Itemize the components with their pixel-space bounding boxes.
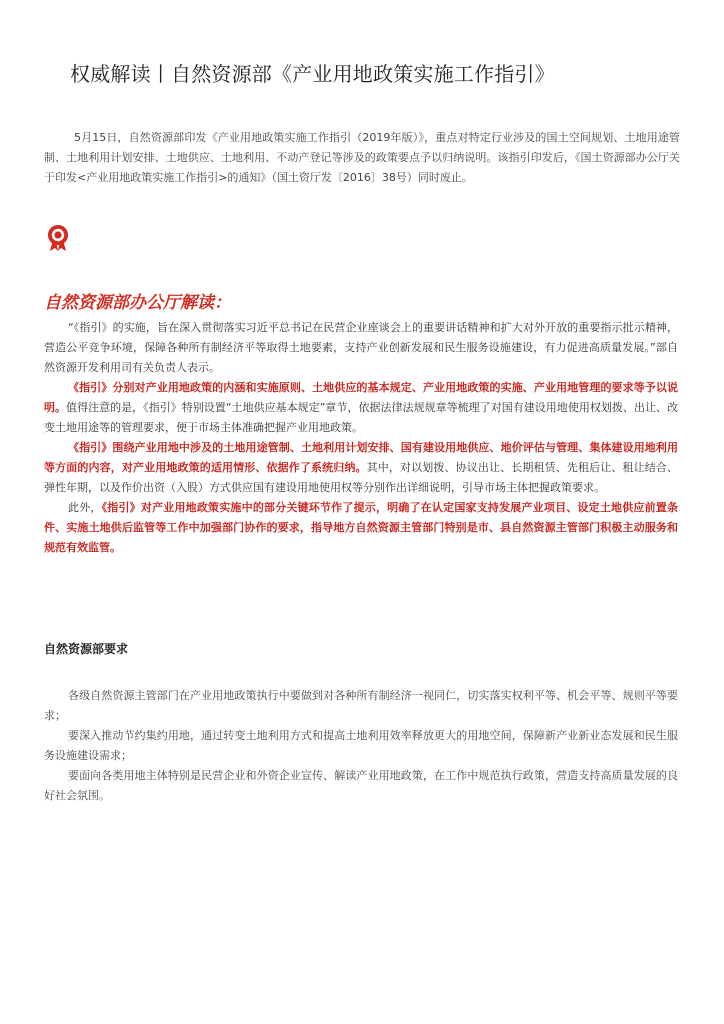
paragraph-4-highlight: 《指引》对产业用地政策实施中的部分关键环节作了提示，明确了在认定国家支持发展产业项目、设定土地供应前置条件、实施土地供后监管等工作中加强部门协作的要求，指导地方自然资源主管部门特别是市、县自然资源主管部门积极主动服务和规范有效监管。 <box>44 501 679 554</box>
paragraph-4-lead: 此外， <box>68 501 102 514</box>
article-title: 权威解读丨自然资源部《产业用地政策实施工作指引》 <box>70 62 555 86</box>
paragraph-2-text: 值得注意的是，《指引》特别设置“土地供应基本规定”章节，依据法律法规规章等梳理了对国有建设用地使用权划拨、出让、改变土地用途等的管理要求，便于市场主体准确把握产业用地政策。 <box>44 401 678 434</box>
rosette-badge-icon <box>44 224 72 252</box>
paragraph-1-text: “《指引》的实施，旨在深入贯彻落实习近平总书记在民营企业座谈会上的重要讲话精神和扩大对外开放的重要指示批示精神，营造公平竞争环境，保障各种所有制经济平等取得土地要素，支持产业创新发展和民生服务设施建设，有力促进高质量发展。”部自然资源开发利用司有关负责人表示。 <box>44 321 678 374</box>
interpretation-body <box>44 318 678 558</box>
requirement-1: 各级自然资源主管部门在产业用地政策执行中要做到对各种所有制经济一视同仁，切实落实权利平等、机会平等、规则平等要求； <box>44 689 678 722</box>
paragraph-2-highlight: 《指引》分别对产业用地政策的内涵和实施原则、土地供应的基本规定、产业用地政策的实施、产业用地管理的要求等予以说明。 <box>44 381 678 414</box>
requirements-heading: 自然资源部要求 <box>44 642 129 656</box>
paragraph-3-highlight: 《指引》围绕产业用地中涉及的土地用途管制、土地利用计划安排、国有建设用地供应、地价评估与管理、集体建设用地利用等方面的内容，对产业用地政策的适用情形、依据作了系统归纳。 <box>44 441 678 474</box>
requirements-body <box>44 686 678 806</box>
section-heading: 自然资源部办公厅解读： <box>44 293 231 313</box>
paragraph-3-text: 其中，对以划拨、协议出让、长期租赁、先租后让、租让结合、弹性年期，以及作价出资（入股）方式供应国有建设用地使用权等分别作出详细说明，引导市场主体把握政策要求。 <box>44 461 678 494</box>
paragraph-2 <box>44 378 678 438</box>
paragraph-1 <box>44 318 678 378</box>
intro-paragraph: 5月15日，自然资源部印发《产业用地政策实施工作指引（2019年版）》，重点对特定行业涉及的国土空间规划、土地用途管制、土地利用计划安排、土地供应、土地利用、不动产登记等涉及的政策要点予以归纳说明。该指引印发后，《国土资源部办公厅关于印发<产业用地政策实施工作指引>的通知》（国土资厅发〔2016〕38号）同时废止。 <box>44 131 680 184</box>
requirement-3: 要面向各类用地主体特别是民营企业和外资企业宣传、解读产业用地政策，在工作中规范执行政策，营造支持高质量发展的良好社会氛围。 <box>44 769 678 802</box>
paragraph-3 <box>44 438 678 498</box>
paragraph-4 <box>44 498 678 558</box>
requirement-2: 要深入推动节约集约用地，通过转变土地利用方式和提高土地利用效率释放更大的用地空间，保障新产业新业态发展和民生服务设施建设需求； <box>44 729 678 762</box>
